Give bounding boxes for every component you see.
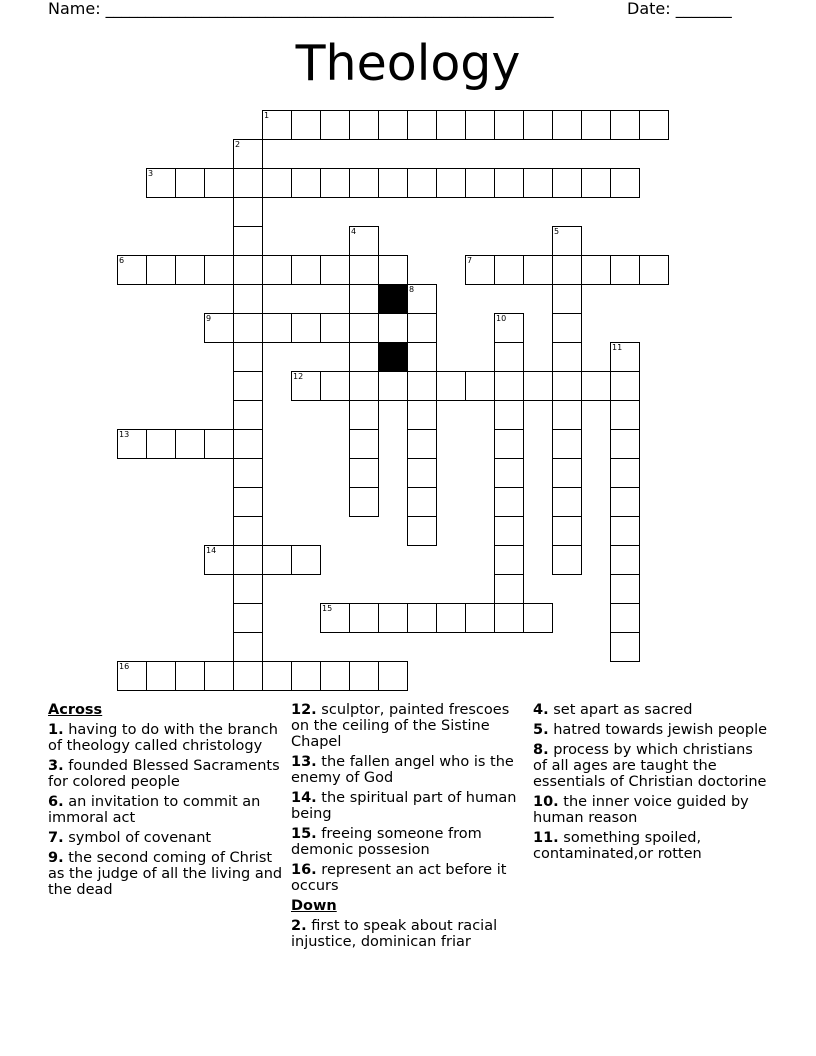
- grid-cell[interactable]: [407, 458, 437, 488]
- clue-text: process by which christians of all ages are taught the essentials of Christian doctorine: [533, 742, 767, 790]
- grid-cell[interactable]: [552, 516, 582, 546]
- blocked-cell: [378, 284, 408, 314]
- grid-cell[interactable]: [349, 110, 379, 140]
- clue-item: [533, 742, 769, 790]
- clue-number-label: 14.: [291, 790, 317, 806]
- clue-number-label: 6.: [48, 794, 64, 810]
- grid-cell[interactable]: [349, 371, 379, 401]
- down-clue-list: [291, 918, 523, 950]
- grid-cell[interactable]: [233, 400, 263, 430]
- grid-cell[interactable]: [523, 603, 553, 633]
- grid-cell[interactable]: [204, 661, 234, 691]
- grid-cell[interactable]: [204, 429, 234, 459]
- clue-number: 4: [351, 227, 357, 236]
- grid-cell[interactable]: [204, 313, 234, 343]
- clues-column-1: [48, 702, 284, 902]
- grid-cell[interactable]: [349, 458, 379, 488]
- grid-cell[interactable]: [291, 255, 321, 285]
- grid-cell[interactable]: [465, 255, 495, 285]
- clues-column-3: [533, 702, 769, 866]
- clue-number: 15: [322, 604, 333, 613]
- grid-cell[interactable]: [233, 313, 263, 343]
- clue-text: freeing someone from demonic possesion: [291, 826, 482, 858]
- grid-cell[interactable]: [233, 458, 263, 488]
- grid-cell[interactable]: [117, 661, 147, 691]
- down-clue-list-continued: [533, 702, 769, 862]
- grid-cell[interactable]: [233, 342, 263, 372]
- grid-cell[interactable]: [407, 313, 437, 343]
- clue-item: [291, 826, 523, 858]
- grid-cell[interactable]: [610, 516, 640, 546]
- grid-cell[interactable]: [407, 168, 437, 198]
- grid-cell[interactable]: [436, 371, 466, 401]
- clue-number-label: 9.: [48, 850, 64, 866]
- clue-text: something spoiled, contaminated,or rotten: [533, 830, 702, 862]
- grid-cell[interactable]: [175, 429, 205, 459]
- grid-cell[interactable]: [175, 168, 205, 198]
- grid-cell[interactable]: [581, 255, 611, 285]
- clue-number: 1: [264, 111, 270, 120]
- across-heading: Across: [48, 702, 103, 718]
- grid-cell[interactable]: [552, 458, 582, 488]
- clue-item: [533, 794, 769, 826]
- grid-cell[interactable]: [233, 545, 263, 575]
- grid-cell[interactable]: [262, 168, 292, 198]
- grid-cell[interactable]: [146, 661, 176, 691]
- grid-cell[interactable]: [581, 371, 611, 401]
- clue-item: [291, 702, 523, 750]
- grid-cell[interactable]: [610, 342, 640, 372]
- grid-cell[interactable]: [262, 661, 292, 691]
- grid-cell[interactable]: [465, 168, 495, 198]
- grid-cell[interactable]: [610, 255, 640, 285]
- grid-cell[interactable]: [349, 255, 379, 285]
- grid-cell[interactable]: [233, 168, 263, 198]
- grid-cell[interactable]: [436, 110, 466, 140]
- grid-cell[interactable]: [610, 110, 640, 140]
- clue-text: the inner voice guided by human reason: [533, 794, 749, 826]
- grid-cell[interactable]: [233, 284, 263, 314]
- grid-cell[interactable]: [552, 371, 582, 401]
- clue-number: 10: [496, 314, 507, 323]
- grid-cell[interactable]: [204, 168, 234, 198]
- clue-text: represent an act before it occurs: [291, 862, 507, 894]
- clue-item: [291, 862, 523, 894]
- grid-cell[interactable]: [349, 284, 379, 314]
- clue-text: sculptor, painted frescoes on the ceiling of the Sistine Chapel: [291, 702, 510, 750]
- clue-text: set apart as sacred: [548, 702, 693, 718]
- clue-number-label: 10.: [533, 794, 559, 810]
- grid-cell[interactable]: [610, 603, 640, 633]
- grid-cell[interactable]: [465, 371, 495, 401]
- grid-cell[interactable]: [552, 545, 582, 575]
- grid-cell[interactable]: [378, 255, 408, 285]
- grid-cell[interactable]: [407, 487, 437, 517]
- grid-cell[interactable]: [262, 255, 292, 285]
- grid-cell[interactable]: [610, 168, 640, 198]
- clue-item: [48, 794, 284, 826]
- grid-cell[interactable]: [552, 110, 582, 140]
- grid-cell[interactable]: [349, 603, 379, 633]
- grid-cell[interactable]: [610, 632, 640, 662]
- grid-cell[interactable]: [291, 313, 321, 343]
- grid-cell[interactable]: [494, 603, 524, 633]
- grid-cell[interactable]: [581, 110, 611, 140]
- grid-cell[interactable]: [523, 255, 553, 285]
- grid-cell[interactable]: [349, 168, 379, 198]
- grid-cell[interactable]: [291, 168, 321, 198]
- grid-cell[interactable]: [494, 516, 524, 546]
- grid-cell[interactable]: [349, 487, 379, 517]
- clue-item: [48, 830, 284, 846]
- grid-cell[interactable]: [494, 429, 524, 459]
- clue-number: 11: [612, 343, 623, 352]
- grid-cell[interactable]: [233, 661, 263, 691]
- grid-cell[interactable]: [552, 429, 582, 459]
- clue-number-label: 13.: [291, 754, 317, 770]
- clue-item: [291, 918, 523, 950]
- grid-cell[interactable]: [552, 255, 582, 285]
- grid-cell[interactable]: [639, 255, 669, 285]
- grid-cell[interactable]: [378, 168, 408, 198]
- clue-number: 7: [467, 256, 473, 265]
- grid-cell[interactable]: [523, 110, 553, 140]
- clue-number: 9: [206, 314, 212, 323]
- clue-item: [533, 830, 769, 862]
- grid-cell[interactable]: [349, 342, 379, 372]
- clue-number-label: 3.: [48, 758, 64, 774]
- grid-cell[interactable]: [494, 342, 524, 372]
- grid-cell[interactable]: [204, 545, 234, 575]
- grid-cell[interactable]: [349, 226, 379, 256]
- grid-cell[interactable]: [494, 487, 524, 517]
- grid-cell[interactable]: [552, 168, 582, 198]
- grid-cell[interactable]: [320, 110, 350, 140]
- grid-cell[interactable]: [581, 168, 611, 198]
- clue-text: having to do with the branch of theology called christology: [48, 722, 278, 754]
- grid-cell[interactable]: [349, 661, 379, 691]
- grid-cell[interactable]: [378, 603, 408, 633]
- clue-number: 5: [554, 227, 560, 236]
- grid-cell[interactable]: [494, 313, 524, 343]
- grid-cell[interactable]: [494, 255, 524, 285]
- grid-cell[interactable]: [494, 545, 524, 575]
- grid-cell[interactable]: [552, 313, 582, 343]
- grid-cell[interactable]: [349, 400, 379, 430]
- grid-cell[interactable]: [407, 516, 437, 546]
- clue-number-label: 2.: [291, 918, 307, 934]
- clue-text: an invitation to commit an immoral act: [48, 794, 261, 826]
- grid-cell[interactable]: [378, 371, 408, 401]
- grid-cell[interactable]: [465, 110, 495, 140]
- clue-number-label: 15.: [291, 826, 317, 842]
- grid-cell[interactable]: [552, 487, 582, 517]
- grid-cell[interactable]: [494, 574, 524, 604]
- grid-cell[interactable]: [378, 661, 408, 691]
- grid-cell[interactable]: [320, 371, 350, 401]
- clue-text: the fallen angel who is the enemy of God: [291, 754, 514, 786]
- grid-cell[interactable]: [233, 226, 263, 256]
- grid-cell[interactable]: [494, 110, 524, 140]
- grid-cell[interactable]: [233, 574, 263, 604]
- clue-number-label: 16.: [291, 862, 317, 878]
- clue-item: [291, 790, 523, 822]
- grid-cell[interactable]: [146, 168, 176, 198]
- down-heading: Down: [291, 898, 337, 914]
- grid-cell[interactable]: [233, 139, 263, 169]
- grid-cell[interactable]: [465, 603, 495, 633]
- grid-cell[interactable]: [610, 371, 640, 401]
- grid-cell[interactable]: [494, 168, 524, 198]
- grid-cell[interactable]: [552, 400, 582, 430]
- grid-cell[interactable]: [262, 110, 292, 140]
- grid-cell[interactable]: [320, 603, 350, 633]
- grid-cell[interactable]: [233, 487, 263, 517]
- grid-cell[interactable]: [436, 168, 466, 198]
- grid-cell[interactable]: [407, 342, 437, 372]
- clue-number: 14: [206, 546, 217, 555]
- clue-text: symbol of covenant: [63, 830, 212, 846]
- clue-number-label: 12.: [291, 702, 317, 718]
- clue-text: hatred towards jewish people: [548, 722, 768, 738]
- clue-number: 6: [119, 256, 125, 265]
- grid-cell[interactable]: [610, 429, 640, 459]
- clue-item: [48, 722, 284, 754]
- grid-cell[interactable]: [407, 400, 437, 430]
- grid-cell[interactable]: [291, 661, 321, 691]
- clue-number-label: 7.: [48, 830, 64, 846]
- grid-cell[interactable]: [494, 400, 524, 430]
- grid-cell[interactable]: [494, 371, 524, 401]
- grid-cell[interactable]: [378, 313, 408, 343]
- grid-cell[interactable]: [320, 168, 350, 198]
- clue-text: first to speak about racial injustice, dominican friar: [291, 918, 498, 950]
- grid-cell[interactable]: [407, 110, 437, 140]
- clue-number: 13: [119, 430, 130, 439]
- blocked-cell: [378, 342, 408, 372]
- grid-cell[interactable]: [233, 603, 263, 633]
- clue-item: [48, 758, 284, 790]
- clue-number-label: 1.: [48, 722, 64, 738]
- grid-cell[interactable]: [610, 487, 640, 517]
- grid-cell[interactable]: [552, 342, 582, 372]
- grid-cell[interactable]: [233, 255, 263, 285]
- clue-number-label: 11.: [533, 830, 559, 846]
- name-field-label: Name: ________________________________________________________: [48, 0, 554, 18]
- grid-cell[interactable]: [117, 255, 147, 285]
- clue-number: 2: [235, 140, 241, 149]
- grid-cell[interactable]: [349, 313, 379, 343]
- clue-text: founded Blessed Sacraments for colored people: [48, 758, 280, 790]
- grid-cell[interactable]: [407, 429, 437, 459]
- grid-cell[interactable]: [262, 545, 292, 575]
- across-clue-list: [48, 722, 284, 898]
- grid-cell[interactable]: [175, 661, 205, 691]
- grid-cell[interactable]: [233, 632, 263, 662]
- grid-cell[interactable]: [639, 110, 669, 140]
- clue-item: [533, 702, 769, 718]
- grid-cell[interactable]: [494, 458, 524, 488]
- grid-cell[interactable]: [610, 545, 640, 575]
- clue-text: the second coming of Christ as the judge of all the living and the dead: [48, 850, 283, 898]
- grid-cell[interactable]: [523, 168, 553, 198]
- grid-cell[interactable]: [436, 603, 466, 633]
- grid-cell[interactable]: [349, 429, 379, 459]
- grid-cell[interactable]: [610, 400, 640, 430]
- grid-cell[interactable]: [117, 429, 147, 459]
- grid-cell[interactable]: [320, 661, 350, 691]
- grid-cell[interactable]: [291, 545, 321, 575]
- grid-cell[interactable]: [610, 574, 640, 604]
- grid-cell[interactable]: [146, 429, 176, 459]
- grid-cell[interactable]: [407, 603, 437, 633]
- grid-cell[interactable]: [610, 458, 640, 488]
- grid-cell[interactable]: [233, 371, 263, 401]
- clue-number: 8: [409, 285, 415, 294]
- grid-cell[interactable]: [262, 313, 292, 343]
- grid-cell[interactable]: [320, 255, 350, 285]
- grid-cell[interactable]: [378, 110, 408, 140]
- grid-cell[interactable]: [291, 110, 321, 140]
- grid-cell[interactable]: [407, 371, 437, 401]
- clue-number-label: 8.: [533, 742, 549, 758]
- puzzle-title: Theology: [295, 35, 521, 92]
- clue-text: the spiritual part of human being: [291, 790, 517, 822]
- grid-cell[interactable]: [175, 255, 205, 285]
- grid-cell[interactable]: [233, 429, 263, 459]
- grid-cell[interactable]: [320, 313, 350, 343]
- date-field-label: Date: _______: [627, 0, 732, 18]
- clue-number-label: 4.: [533, 702, 549, 718]
- across-clue-list-continued: [291, 702, 523, 894]
- clue-item: [48, 850, 284, 898]
- grid-cell[interactable]: [204, 255, 234, 285]
- grid-cell[interactable]: [407, 284, 437, 314]
- grid-cell[interactable]: [146, 255, 176, 285]
- clue-number: 3: [148, 169, 154, 178]
- grid-cell[interactable]: [291, 371, 321, 401]
- clue-item: [291, 754, 523, 786]
- grid-cell[interactable]: [552, 284, 582, 314]
- clues-column-2: [291, 702, 523, 954]
- clue-item: [533, 722, 769, 738]
- grid-cell[interactable]: [233, 516, 263, 546]
- clue-number: 12: [293, 372, 304, 381]
- clue-number: 16: [119, 662, 130, 671]
- grid-cell[interactable]: [523, 371, 553, 401]
- clue-number-label: 5.: [533, 722, 549, 738]
- grid-cell[interactable]: [552, 226, 582, 256]
- grid-cell[interactable]: [233, 197, 263, 227]
